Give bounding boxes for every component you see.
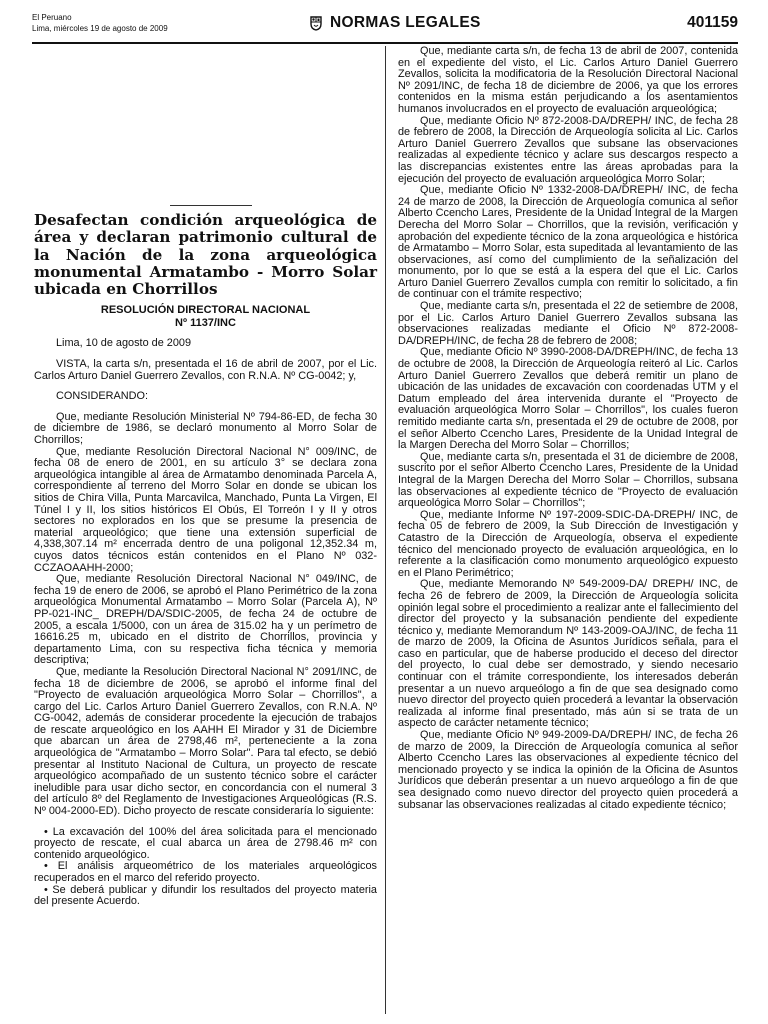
paragraph: Que, mediante Oficio Nº 3990-2008-DA/DREPH/INC, de fecha 13 de octubre de 2008, la Dirección de Arqueología reiteró al Lic. Carlos Arturo Daniel Guerrero Zevallos que deberá remitir un plano de ubicación de las unidades de excavación con coordenadas UTM y el Datum empleado del área intervenida durante el "Proyecto de evaluación arqueológica Morro Solar – Chorrillos", los cuales fueron remitido mediante carta s/n, presentada el 29 de octubre de 2008, por el señor Alberto Ccencho Lares, Presidente de la Unidad Integral de la Margen Derecha del Morro Solar – Chorrillos; bbox=[398, 346, 738, 452]
publisher-name: El Peruano bbox=[32, 13, 72, 22]
paragraph: Que, mediante Oficio Nº 949-2009-DA/DREPH/ INC, de fecha 26 de marzo de 2009, la Dirección de Arqueología comunica al señor Alberto Ccencho Lares las observaciones al expediente técnico del mencionado proyecto y se indica la opinión de la Oficina de Asuntos Jurídicos que deberán presentar a un nuevo arqueólogo a fin de que sea designado como nuevo director del proyecto quien procederá a subsanar las observaciones realizadas al citado expediente técnico; bbox=[398, 729, 738, 811]
paragraph: Que, mediante carta s/n, de fecha 13 de abril de 2007, contenida en el expediente del visto, el Lic. Carlos Arturo Daniel Guerrero Zevallos, solicita la modificatoria de la Resolución Directoral Nacional Nº 2091/INC, de fecha 18 de diciembre de 2006, ya que los errores contenidos en la misma están perjudicando a los asentamientos humanos involucrados en el proyecto de evaluación arqueológica; bbox=[398, 45, 738, 115]
paragraph: Que, mediante Memorando Nº 549-2009-DA/ DREPH/ INC, de fecha 26 de febrero de 2009, la Dirección de Arqueología solicita opinión legal sobre el procedimiento a realizar ante el fallecimiento del director del proyecto y la subsanación pendiente del expediente técnico y, mediante Memorandum Nº 143-2009-OAJ/INC, de fecha 11 de marzo de 2009, la Oficina de Asuntos Jurídicos señala, para el caso en particular, que de haberse producido el deceso del director del proyecto, lo cual debe ser demostrado, y siendo necesario continuar con el trámite correspondiente, los interesados deberán presentar a un nuevo arqueólogo a fin de que sea designado como nuevo director del proyecto quien procederá a levantar la observación realizada al informe final presentado, más aún si se trata de un aspecto de carácter netamente técnico; bbox=[398, 578, 738, 730]
page-header bbox=[32, 10, 738, 44]
resolution-number: Nº 1137/INC bbox=[175, 316, 236, 329]
vista-paragraph: VISTA, la carta s/n, presentada el 16 de abril de 2007, por el Lic. Carlos Arturo Daniel Guerrero Zevallos, con R.N.A. Nº CG-0042; y, bbox=[34, 358, 377, 382]
place-date: Lima, 10 de agosto de 2009 bbox=[56, 337, 192, 350]
section-banner bbox=[308, 14, 481, 32]
paragraph: Que, mediante Resolución Directoral Nacional N° 049/INC, de fecha 19 de enero de 2006, se aprobó el Plano Perimétrico de la zona arqueológica Monumental Armatambo – Morro Solar (Parcela A), Nº PP-021-INC_ DREPH/DA/SDIC-2005, de fecha 24 de octubre de 2005, a escala 1/5000, con un área de 315.02 ha y un perímetro de 16616.25 m, ubicado en el distrito de Chorrillos, provincia y departamento Lima, con su respectiva ficha técnica y memoria descriptiva; bbox=[34, 573, 377, 667]
resolution-name: RESOLUCIÓN DIRECTORAL NACIONAL bbox=[100, 304, 311, 317]
paragraph: Que, mediante carta s/n, presentada el 31 de diciembre de 2008, suscrito por el señor Alberto Ccencho Lares, Presidente de la Unidad Integral de la Margen Derecha del Morro Solar – Chorrillos, subsana las observaciones al expediente técnico de "Proyecto de evaluación arqueológica Morro Solar – Chorrillos"; bbox=[398, 450, 738, 510]
page-number: 401159 bbox=[687, 14, 738, 31]
paragraph: Que, mediante la Resolución Directoral Nacional N° 2091/INC, de fecha 18 de diciembre de 2006, se aprobó el informe final del "Proyecto de evaluación arqueológica Morro Solar – Chorrillos", a cargo del Lic. Carlos Arturo Daniel Guerrero Zevallos, con R.N.A. Nº CG-0042, además de considerar procedente la ejecución de trabajos de rescate arqueológico en los AAHH El Mirador y 31 de Diciembre que abarcan un área de 2798,46 m², perteneciente a la zona arqueológica de "Armatambo – Morro Solar". Para tal efecto, se debió presentar al Instituto Nacional de Cultura, un proyecto de rescate arqueológico acompañado de un sustento técnico sobre el carácter ineludible para usar dicho sector, en concordancia con el numeral 3 del artículo 8º del Reglamento de Investigaciones Arqueológicas (R.S. Nº 004-2000-ED). Dicho proyecto de rescate consideraría lo siguiente: bbox=[34, 665, 377, 818]
bullet-item: • La excavación del 100% del área solicitada para el mencionado proyecto de rescate, el cual abarca un área de 2798.46 m² con contenido arqueológico. bbox=[34, 825, 377, 861]
right-column bbox=[398, 46, 738, 811]
paragraph: Que, mediante Oficio Nº 1332-2008-DA/DREPH/ INC, de fecha 24 de marzo de 2008, la Dirección de Arqueología comunica al señor Alberto Ccencho Lares, Presidente de la Unidad Integral de la Margen Derecha del Morro Solar – Chorrillos, que la revisión, verificación y aprobación del expediente técnico de la zona arqueológica e histórica de Armatambo – Morro Solar, esta supeditada al levantamiento de las observaciones, así como del cumplimiento de la señalización del monumento, por lo que se está a la espera del que el Lic. Carlos Arturo Daniel Guerrero Zevallos cumpla con remitir lo solicitado, a fin de continuar con el trámite respectivo; bbox=[398, 184, 738, 301]
column-divider bbox=[385, 46, 386, 1014]
paragraph: Que, mediante Informe Nº 197-2009-SDIC-DA-DREPH/ INC, de fecha 05 de febrero de 2009, la Sub Dirección de Investigación y Catastro de la Dirección de Arqueología, observa el expediente técnico del mencionado proyecto de evaluación arqueológica, en lo referente a la clasificación como monumento arqueológico expuesto en el Plano Perimétrico; bbox=[398, 508, 738, 579]
paragraph: Que, mediante Oficio Nº 872-2008-DA/DREPH/ INC, de fecha 28 de febrero de 2008, la Dirección de Arqueología solicita al Lic. Carlos Arturo Daniel Guerrero Zevallos que subsane las observaciones realizadas al expediente técnico y aclare sus descargos respecto a las discrepancias existentes entre las áreas aprobadas para la ejecución del proyecto de evaluación arqueológica Morro Solar; bbox=[398, 114, 738, 185]
article-separator bbox=[170, 205, 252, 206]
considerando-heading: CONSIDERANDO: bbox=[56, 390, 148, 403]
article-title: Desafectan condición arqueológica de área y declaran patrimonio cultural de la Nación de la zona arqueológica monumental Armatambo - Morro Solar ubicada en Chorrillos bbox=[34, 211, 377, 299]
section-title: NORMAS LEGALES bbox=[330, 14, 481, 31]
header-meta bbox=[32, 12, 168, 34]
paragraph: Que, mediante Resolución Ministerial Nº 794-86-ED, de fecha 30 de diciembre de 1986, se declaró monumento al Morro Solar de Chorrillos; bbox=[34, 410, 377, 447]
left-column bbox=[34, 205, 377, 908]
issue-date: Lima, miércoles 19 de agosto de 2009 bbox=[32, 24, 168, 33]
paragraph: Que, mediante Resolución Directoral Nacional N° 009/INC, de fecha 08 de enero de 2001, en su artículo 3° se declara zona arqueológica intangible al área de Armatambo denominada Parcela A, correspondiente al terreno del Morro Solar en donde se ubican los sitios de Chira Villa, Punta Marcavilca, Manchado, Punta La Virgen, El Túnel I y II, los sitios históricos El Obús, El Torreón I y II y otros sectores no explorados en los que se presume la presencia de material arqueológico; que tiene una extensión superficial de 4,338,307.14 m² encerrada dentro de una poligonal 12,352.34 m, cuyos datos técnicos están contenidos en el Plano Nº 032-CCZAOAAHH-2000; bbox=[34, 445, 377, 574]
paragraph: Que, mediante carta s/n, presentada el 22 de setiembre de 2008, por el Lic. Carlos Arturo Daniel Guerrero Zevallos subsana las observaciones realizadas mediante el Oficio Nº 872-2008-DA/DREPH/INC, de fecha 28 de febrero de 2008; bbox=[398, 300, 738, 347]
peru-coat-of-arms-icon bbox=[308, 15, 324, 31]
bullet-item: • El análisis arqueométrico de los materiales arqueológicos recuperados en el marco del referido proyecto. bbox=[34, 860, 377, 885]
bullet-item: • Se deberá publicar y difundir los resultados del proyecto materia del presente Acuerdo. bbox=[34, 883, 377, 908]
